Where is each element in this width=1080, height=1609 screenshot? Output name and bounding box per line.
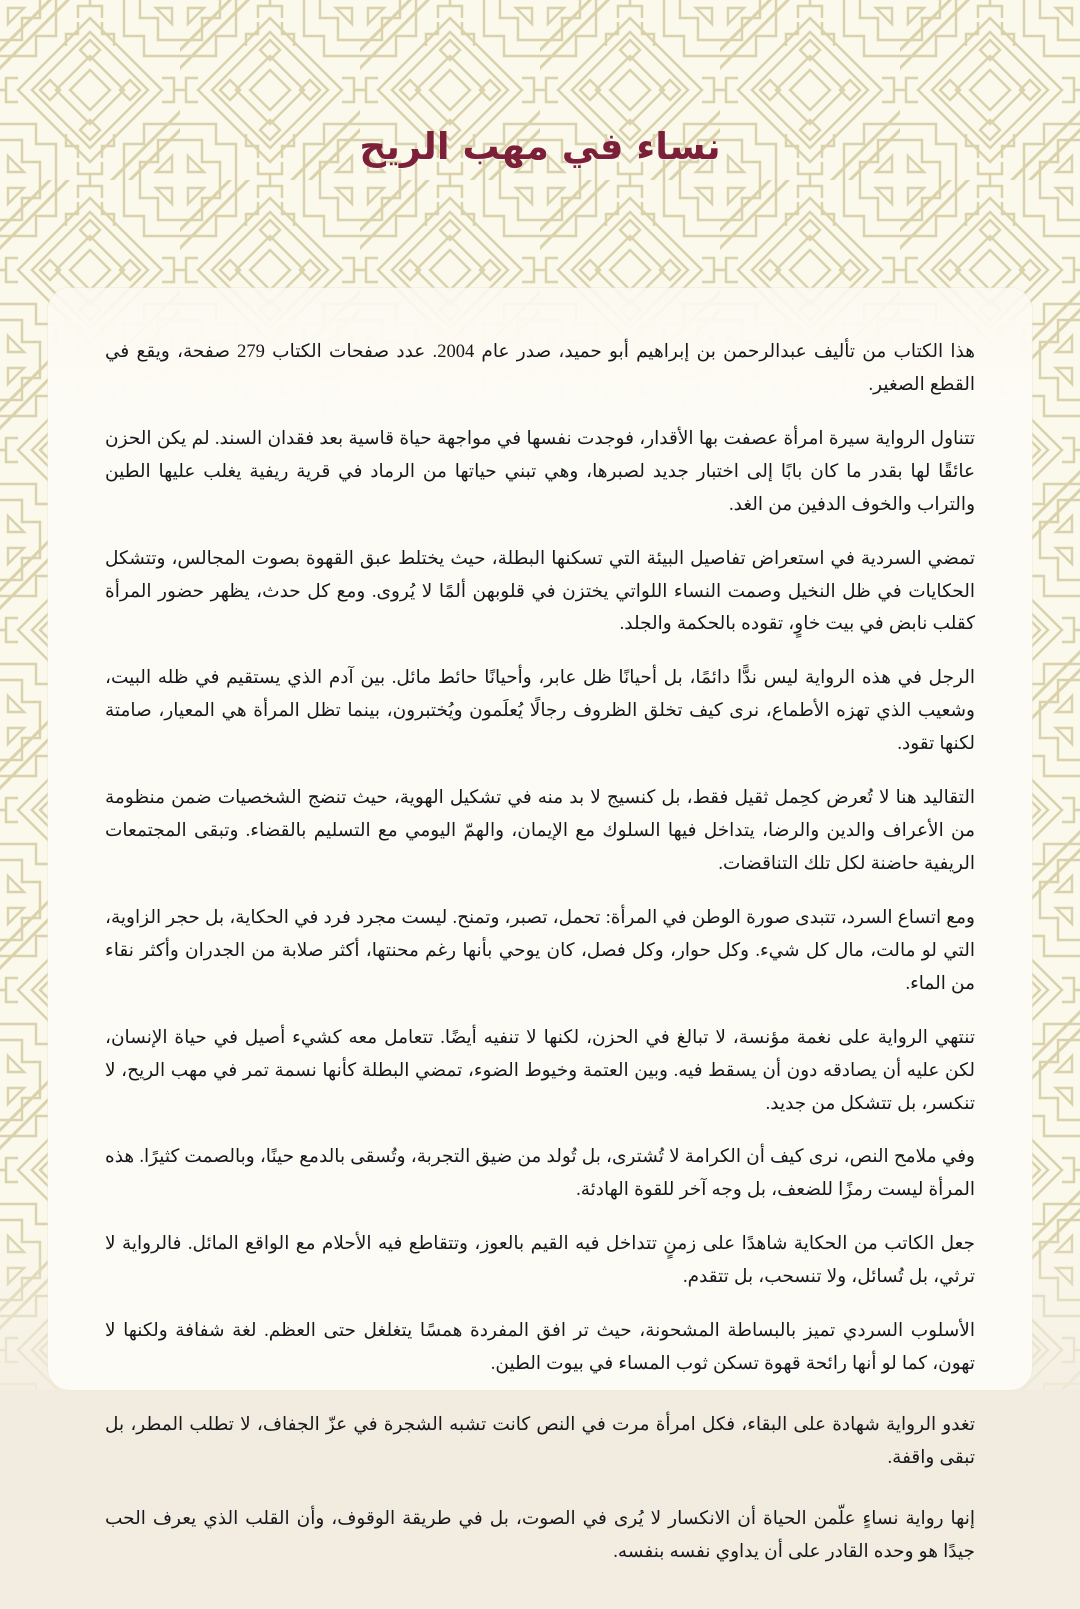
page-title: نساء في مهب الريح	[359, 124, 721, 168]
paragraph: التقاليد هنا لا تُعرض كحِمل ثقيل فقط، بل كنسيج لا بد منه في تشكيل الهوية، حيث تنضج الشخصيات ضمن منظومة من الأعراف والدين والرضا، يتداخل فيها السلوك مع الإيمان، والهمّ اليومي مع التسليم بالقضاء. وتبقى المجتمعات الريفية حاضنة لكل تلك التناقضات.	[105, 788, 975, 874]
paragraph: ومع اتساع السرد، تتبدى صورة الوطن في المرأة: تحمل، تصبر، وتمنح. ليست مجرد فرد في الحكاية، بل حجر الزاوية، التي لو مالت، مال كل شيء. وكل حوار، وكل فصل، كان يوحي بأنها رغم محنتها، أكثر صلابة من الجدران وأكثر نقاء من الماء.	[105, 907, 975, 994]
article-content-card	[48, 288, 1032, 1562]
paragraph: الأسلوب السردي تميز بالبساطة المشحونة، حيث تر افق المفردة همسًا يتغلغل حتى العظم. لغة شفافة ولكنها لا تهون، كما لو أنها رائحة قهوة تسكن ثوب المساء في بيوت الطين.	[105, 1321, 975, 1375]
article-body	[48, 288, 1032, 1609]
paragraph: وفي ملامح النص، نرى كيف أن الكرامة لا تُشترى، بل تُولد من ضيق التجربة، وتُسقى بالدمع حينًا، وبالصمت كثيرًا. هذه المرأة ليست رمزًا للضعف، بل وجه آخر للقوة الهادئة.	[105, 1147, 975, 1201]
paragraph: تنتهي الرواية على نغمة مؤنسة، لا تبالغ في الحزن، لكنها لا تنفيه أيضًا. تتعامل معه كشيء أصيل في حياة الإنسان، لكن عليه أن يصادقه دون أن يسقط فيه. وبين العتمة وخيوط الضوء، تمضي البطلة كأنها نسمة تمر في مهب الريح، لا تنكسر، بل تتشكل من جديد.	[105, 1027, 975, 1114]
paragraph: جعل الكاتب من الحكاية شاهدًا على زمنٍ تتداخل فيه القيم بالعوز، وتتقاطع فيه الأحلام مع الواقع المائل. فالرواية لا ترثي، بل تُسائل، ولا تنسحب، بل تتقدم.	[105, 1234, 975, 1288]
paragraph: هذا الكتاب من تأليف عبدالرحمن بن إبراهيم أبو حميد، صدر عام 2004. عدد صفحات الكتاب 279 صفحة، ويقع في القطع الصغير.	[105, 342, 975, 395]
paragraph: تتناول الرواية سيرة امرأة عصفت بها الأقدار، فوجدت نفسها في مواجهة حياة قاسية بعد فقدان السند. لم يكن الحزن عائقًا لها بقدر ما كان بابًا إلى اختبار جديد لصبرها، وهي تبني حياتها من الرماد في قرية ريفية يغلب عليها الطين والتراب والخوف الدفين من الغد.	[105, 428, 975, 515]
paragraph: الرجل في هذه الرواية ليس ندًّا دائمًا، بل أحيانًا ظل عابر، وأحيانًا حائط مائل. بين آدم الذي يستقيم في ظله البيت، وشعيب الذي تهزه الأطماع، نرى كيف تخلق الظروف رجالًا يُعلَمون ويُختبرون، بينما تظل المرأة هي المعيار، صامتة لكنها تقود.	[105, 668, 975, 755]
paragraph: تغدو الرواية شهادة على البقاء، فكل امرأة مرت في النص كانت تشبه الشجرة في عزّ الجفاف، لا تطلب المطر، بل تبقى واقفة.	[105, 1414, 975, 1468]
paragraph: تمضي السردية في استعراض تفاصيل البيئة التي تسكنها البطلة، حيث يختلط عبق القهوة بصوت المجالس، وتتشكل الحكايات في ظل النخيل وصمت النساء اللواتي يختزن في قلوبهن ألمًا لا يُروى. ومع كل حدث، يظهر حضور المرأة كقلب نابض في بيت خاوٍ، تقوده بالحكمة والجلد.	[105, 548, 975, 635]
paragraph: إنها رواية نساءٍ علّمن الحياة أن الانكسار لا يُرى في الصوت، بل في طريقة الوقوف، وأن القلب الذي يعرف الحب جيدًا هو وحده القادر على أن يداوي نفسه بنفسه.	[105, 1508, 975, 1562]
page-header	[0, 0, 1080, 292]
